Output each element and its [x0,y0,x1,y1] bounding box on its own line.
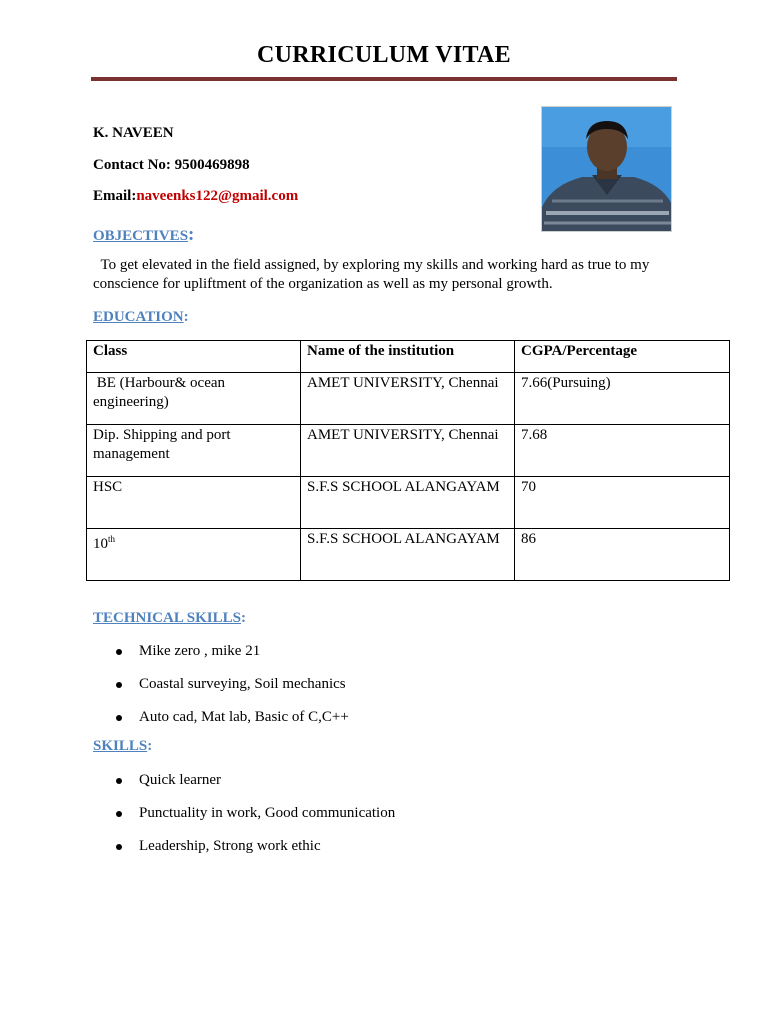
objective-text [93,256,693,294]
email-label: Email: [93,188,137,204]
class-superscript: th [108,534,116,544]
col-header-institution: Name of the institution [301,341,515,373]
education-heading-text: EDUCATION [93,309,184,325]
technical-skills-heading-colon: : [240,610,246,626]
class-cell [87,529,301,581]
email-address[interactable]: naveenks122@gmail.com [136,188,299,204]
email-line [93,188,298,205]
institution-cell: AMET UNIVERSITY, Chennai [301,373,515,425]
score-cell: 7.66(Pursuing) [515,373,730,425]
score-cell: 7.68 [515,425,730,477]
class-text: BE (Harbour& ocean engineering) [93,375,226,410]
table-header-row [87,341,730,373]
class-cell [87,373,301,425]
class-cell: Dip. Shipping and port management [87,425,301,477]
institution-cell: AMET UNIVERSITY, Chennai [301,425,515,477]
list-item: Mike zero , mike 21 [93,642,349,675]
class-cell: HSC [87,477,301,529]
skills-heading-text: SKILLS [93,738,148,754]
objectives-heading [93,224,194,246]
skills-heading [93,738,152,755]
class-text: 10 [93,536,108,552]
list-item: Coastal surveying, Soil mechanics [93,675,349,708]
list-item: Leadership, Strong work ethic [93,837,395,870]
list-item: Auto cad, Mat lab, Basic of C,C++ [93,708,349,741]
skills-heading-colon: : [147,738,153,754]
technical-skills-list [93,642,349,741]
candidate-name: K. NAVEEN [93,125,174,141]
table-row [87,373,730,425]
education-table [86,340,730,581]
objectives-heading-colon: : [188,224,195,245]
education-heading-colon: : [183,309,189,325]
col-header-class: Class [87,341,301,373]
profile-photo [541,106,672,232]
table-row [87,529,730,581]
skills-list [93,771,395,870]
objective-paragraph: To get elevated in the field assigned, by exploring my skills and working hard as true to my conscience for upliftment of the organization as well as my personal growth. [93,257,650,292]
list-item: Punctuality in work, Good communication [93,804,395,837]
contact-line [93,157,250,174]
page-title: CURRICULUM VITAE [257,42,511,68]
col-header-score: CGPA/Percentage [515,341,730,373]
score-cell: 70 [515,477,730,529]
technical-skills-heading-text: TECHNICAL SKILLS [93,610,241,626]
institution-cell: S.F.S SCHOOL ALANGAYAM [301,477,515,529]
contact-label: Contact No: [93,157,175,173]
table-row [87,425,730,477]
table-row [87,477,730,529]
list-item: Quick learner [93,771,395,804]
title-divider [91,77,677,81]
score-cell: 86 [515,529,730,581]
education-heading [93,309,189,326]
institution-cell: S.F.S SCHOOL ALANGAYAM [301,529,515,581]
technical-skills-heading [93,610,246,627]
contact-number: 9500469898 [174,157,250,173]
objectives-heading-text: OBJECTIVES [93,228,189,244]
